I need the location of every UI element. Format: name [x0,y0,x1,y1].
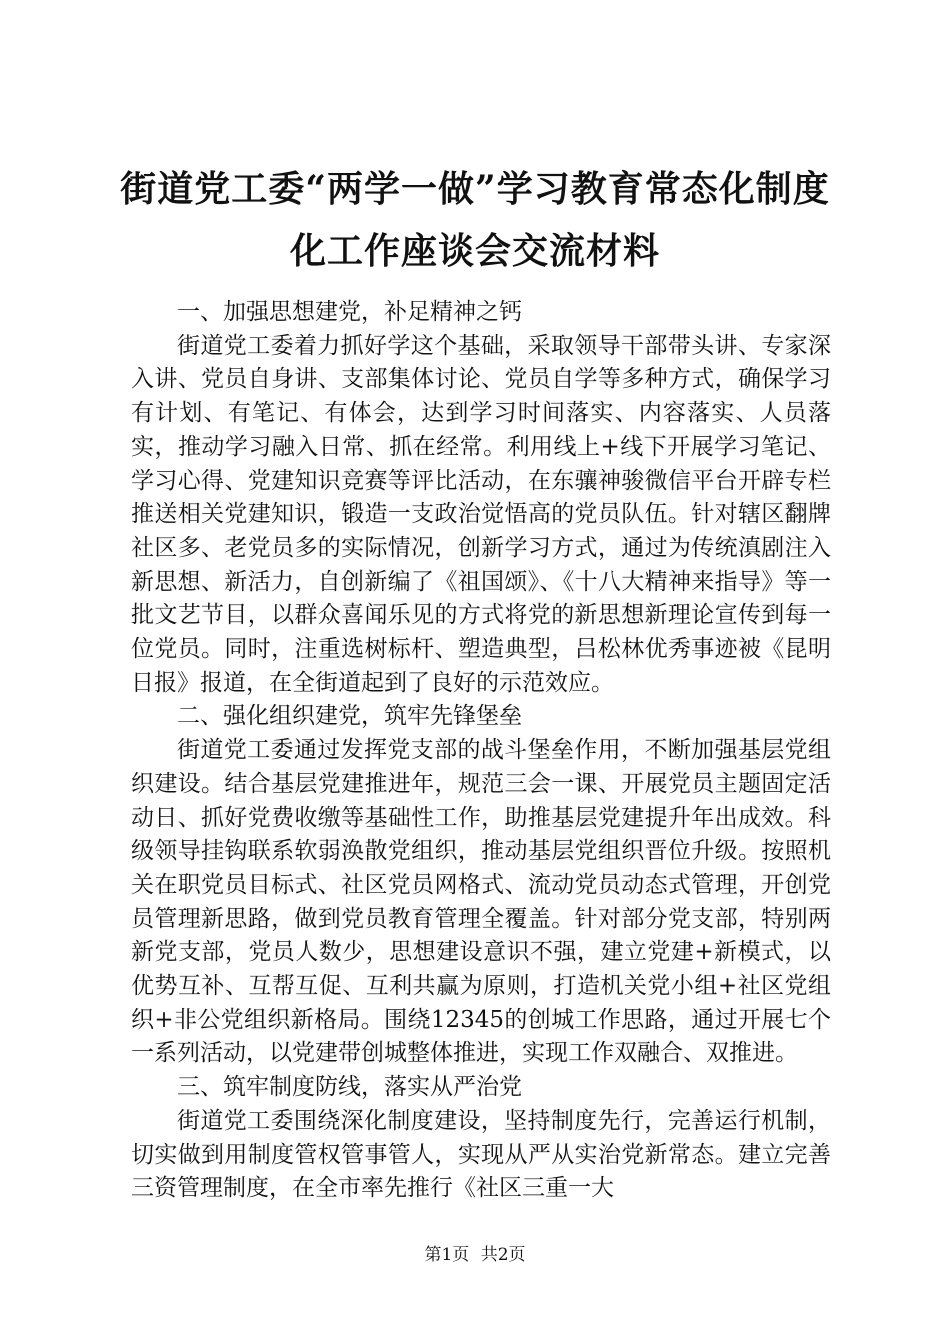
page-number-total: 共2页 [480,1245,526,1265]
document-title [100,158,850,282]
section-paragraph-1: 街道党工委着力抓好学这个基础，采取领导干部带头讲、专家深入讲、党员自身讲、支部集体讨论、党员自学等多种方式，确保学习有计划、有笔记、有体会，达到学习时间落实、内容落实、人员落实，推动学习融入日常、抓在经常。利用线上+线下开展学习笔记、学习心得、党建知识竞赛等评比活动，在东骧神骏微信平台开辟专栏推送相关党建知识，锻造一支政治觉悟高的党员队伍。针对辖区翻牌社区多、老党员多的实际情况，创新学习方式，通过为传统滇剧注入新思想、新活力，自创新编了《祖国颂》、《十八大精神来指导》等一批文艺节目，以群众喜闻乐见的方式将党的新思想新理论宣传到每一位党员。同时，注重选树标杆、塑造典型，吕松林优秀事迹被《昆明日报》报道，在全街道起到了良好的示范效应。 [131,332,831,696]
title-line-1: 街道党工委“两学一做”学习教育常态化制度 [120,168,830,210]
title-line-2: 化工作座谈会交流材料 [289,230,660,272]
page-footer [0,1243,950,1267]
document-body [131,296,831,1206]
section-heading-1: 一、加强思想建党，补足精神之钙 [177,299,522,325]
section-paragraph-2: 街道党工委通过发挥党支部的战斗堡垒作用，不断加强基层党组织建设。结合基层党建推进年，规范三会一课、开展党员主题固定活动日、抓好党费收缴等基础性工作，助推基层党建提升年出成效。科级领导挂钩联系软弱涣散党组织，推动基层党组织晋位升级。按照机关在职党员目标式、社区党员网格式、流动党员动态式管理，开创党员管理新思路，做到党员教育管理全覆盖。针对部分党支部，特别两新党支部，党员人数少，思想建设意识不强，建立党建+新模式，以优势互补、互帮互促、互利共赢为原则，打造机关党小组+社区党组织+非公党组织新格局。围绕12345的创城工作思路，通过开展七个一系列活动，以党建带创城整体推进，实现工作双融合、双推进。 [131,737,831,1067]
section-heading-3: 三、筑牢制度防线，落实从严治党 [177,1074,522,1101]
section-paragraph-3: 街道党工委围绕深化制度建设，坚持制度先行，完善运行机制，切实做到用制度管权管事管人，实现从严从实治党新常态。建立完善三资管理制度，在全市率先推行《社区三重一大 [131,1107,831,1202]
section-heading-2: 二、强化组织建党，筑牢先锋堡垒 [177,703,522,730]
page-number-current: 第1页 [424,1245,470,1265]
